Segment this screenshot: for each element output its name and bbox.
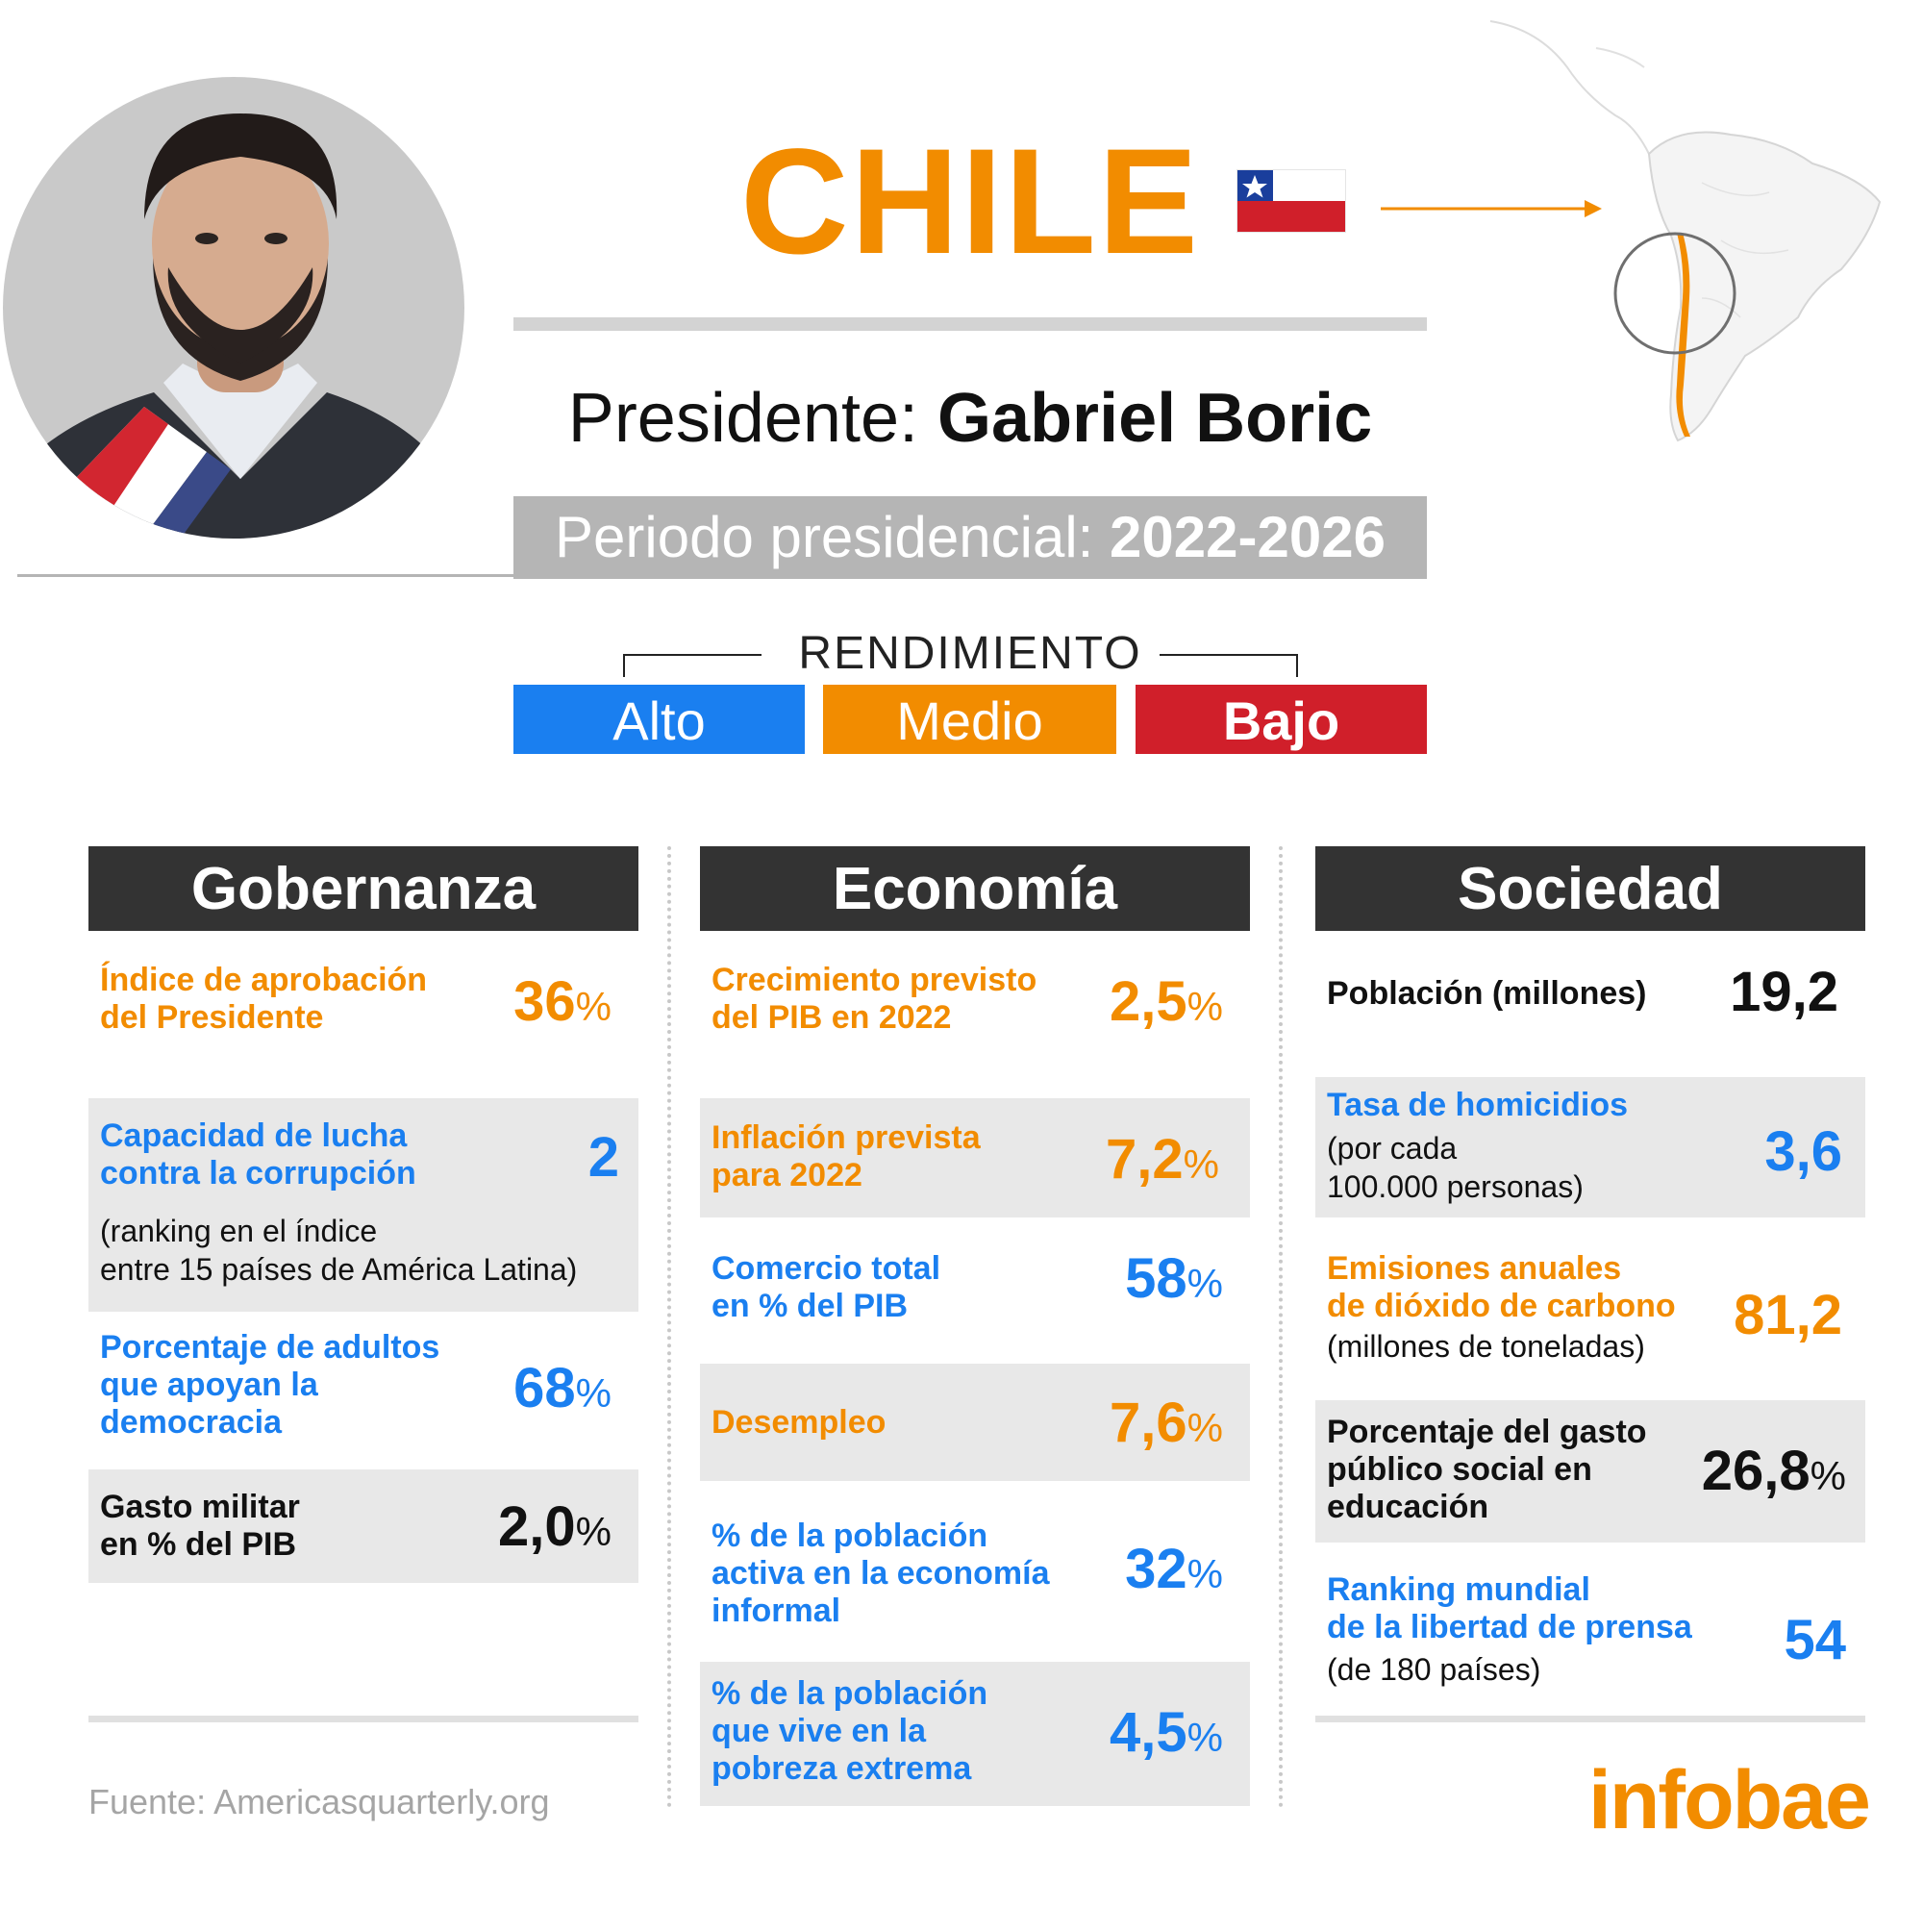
metric-label-line: democracia bbox=[100, 1404, 282, 1441]
column-footer-rule bbox=[1315, 1716, 1865, 1722]
metric-label-line: de dióxido de carbono bbox=[1327, 1288, 1676, 1324]
column-footer-rule bbox=[88, 1716, 638, 1722]
metric-label-line: Emisiones anuales bbox=[1327, 1250, 1622, 1287]
metric-label-line: Población (millones) bbox=[1327, 975, 1647, 1012]
metric-value bbox=[1110, 1701, 1223, 1767]
metric-label bbox=[100, 1117, 416, 1192]
metric-label-line: Ranking mundial bbox=[1327, 1571, 1590, 1608]
metric-note-line: (ranking en el índice bbox=[100, 1214, 378, 1248]
column-divider bbox=[1279, 846, 1283, 1808]
metric-value bbox=[1764, 1120, 1842, 1183]
metric-number: 7,2 bbox=[1106, 1128, 1184, 1191]
column-divider bbox=[667, 846, 671, 1808]
metric-unit: % bbox=[1183, 1142, 1219, 1187]
metric-note-line: (de 180 países) bbox=[1327, 1652, 1541, 1687]
metric-label-line: Gasto militar bbox=[100, 1489, 300, 1525]
metric-number: 36 bbox=[513, 970, 576, 1033]
metric-label bbox=[712, 1675, 987, 1788]
metric-label bbox=[712, 1404, 886, 1442]
metric-label bbox=[1327, 975, 1646, 1013]
metric-desempleo bbox=[700, 1364, 1250, 1481]
metric-label bbox=[100, 1489, 300, 1564]
metric-note-line: entre 15 países de América Latina) bbox=[100, 1252, 578, 1287]
metric-label bbox=[712, 1119, 981, 1194]
metric-label-line: Desempleo bbox=[712, 1404, 887, 1441]
metric-label-line: educación bbox=[1327, 1489, 1489, 1525]
metric-corrupcion bbox=[88, 1098, 638, 1312]
metric-number: 4,5 bbox=[1110, 1701, 1187, 1764]
metric-label bbox=[100, 962, 427, 1037]
period-box bbox=[513, 496, 1427, 579]
metric-unit: % bbox=[1810, 1453, 1846, 1498]
metric-label-line: del PIB en 2022 bbox=[712, 999, 952, 1036]
metric-unit: % bbox=[1186, 1715, 1223, 1760]
legend-chip-alto: Alto bbox=[513, 685, 805, 754]
metric-label bbox=[1327, 1414, 1647, 1526]
metric-unit: % bbox=[575, 1370, 612, 1416]
metric-label-line: Comercio total bbox=[712, 1250, 941, 1287]
metric-number: 2 bbox=[587, 1126, 619, 1189]
metric-label bbox=[712, 1250, 940, 1325]
column-header-economia: Economía bbox=[700, 846, 1250, 931]
metric-unit: % bbox=[1186, 1405, 1223, 1450]
period-prefix: Periodo presidencial: bbox=[555, 505, 1111, 569]
metric-label-line: % de la población bbox=[712, 1518, 988, 1554]
header-divider bbox=[513, 317, 1427, 331]
metric-value bbox=[1701, 1440, 1846, 1505]
metric-label-line: pobreza extrema bbox=[712, 1750, 972, 1787]
chile-flag-icon bbox=[1236, 169, 1346, 233]
metric-value bbox=[587, 1126, 619, 1189]
metric-label-line: contra la corrupción bbox=[100, 1155, 416, 1192]
metric-poblacion bbox=[1315, 952, 1865, 1048]
metric-crecimiento-pib bbox=[700, 952, 1250, 1063]
metric-label-line: del Presidente bbox=[100, 999, 324, 1036]
legend-title: RENDIMIENTO bbox=[798, 628, 1142, 679]
metric-label-line: de la libertad de prensa bbox=[1327, 1609, 1692, 1645]
metric-label-line: activa en la economía bbox=[712, 1555, 1050, 1592]
metric-unit: % bbox=[575, 1509, 612, 1554]
brand-logo: infobae bbox=[1588, 1754, 1869, 1846]
metric-number: 32 bbox=[1125, 1538, 1187, 1600]
metric-number: 68 bbox=[513, 1357, 576, 1419]
metric-number: 54 bbox=[1784, 1609, 1846, 1671]
portrait-divider bbox=[17, 574, 513, 577]
metric-label-line: Porcentaje de adultos bbox=[100, 1329, 440, 1366]
legend-chip-medio: Medio bbox=[823, 685, 1116, 754]
metric-label-line: % de la población bbox=[712, 1675, 988, 1712]
metric-value bbox=[513, 970, 612, 1036]
metric-label bbox=[100, 1329, 439, 1442]
period-years: 2022-2026 bbox=[1110, 505, 1386, 569]
metric-unit: % bbox=[1186, 1261, 1223, 1306]
metric-number: 3,6 bbox=[1764, 1120, 1842, 1183]
metric-label-line: Inflación prevista bbox=[712, 1119, 981, 1156]
column-header-sociedad: Sociedad bbox=[1315, 846, 1865, 931]
metric-gasto-militar bbox=[88, 1469, 638, 1583]
metric-label-line: que vive en la bbox=[712, 1713, 926, 1749]
metric-inflacion bbox=[700, 1098, 1250, 1217]
metric-value bbox=[1784, 1609, 1846, 1671]
country-title: CHILE bbox=[740, 118, 1200, 286]
metric-note-line: (por cada bbox=[1327, 1131, 1458, 1166]
metric-value bbox=[1110, 1394, 1223, 1457]
metric-value bbox=[1730, 961, 1838, 1023]
metric-unit: % bbox=[1186, 1551, 1223, 1596]
metric-number: 19,2 bbox=[1730, 961, 1838, 1023]
president-portrait bbox=[0, 75, 466, 575]
metric-note-line: 100.000 personas) bbox=[1327, 1169, 1584, 1204]
metric-gasto-educacion bbox=[1315, 1400, 1865, 1543]
metric-label bbox=[712, 1518, 1050, 1630]
metric-label bbox=[1327, 1571, 1692, 1646]
president-prefix: Presidente: bbox=[567, 380, 938, 457]
metric-label bbox=[1327, 1250, 1676, 1325]
metric-note bbox=[1327, 1129, 1584, 1206]
metric-number: 58 bbox=[1125, 1247, 1187, 1310]
metric-number: 81,2 bbox=[1734, 1284, 1842, 1346]
metric-value bbox=[513, 1357, 612, 1422]
metric-comercio bbox=[700, 1241, 1250, 1346]
president-line bbox=[513, 375, 1427, 462]
metric-number: 2,0 bbox=[498, 1495, 576, 1558]
metric-note bbox=[1327, 1650, 1540, 1689]
metric-label-line: Crecimiento previsto bbox=[712, 962, 1037, 998]
metric-note-line: (millones de toneladas) bbox=[1327, 1329, 1645, 1364]
metric-label-line: Índice de aprobación bbox=[100, 962, 428, 998]
metric-value bbox=[1734, 1284, 1842, 1346]
metric-democracia bbox=[88, 1317, 638, 1452]
metric-value bbox=[1106, 1128, 1219, 1193]
metric-value bbox=[1110, 970, 1223, 1036]
legend-chip-bajo: Bajo bbox=[1136, 685, 1427, 754]
metric-label-line: público social en bbox=[1327, 1451, 1592, 1488]
metric-label bbox=[1327, 1087, 1628, 1124]
president-name: Gabriel Boric bbox=[937, 380, 1373, 457]
south-america-map bbox=[1481, 10, 1913, 452]
metric-value bbox=[498, 1495, 612, 1561]
metric-label bbox=[712, 962, 1036, 1037]
metric-note bbox=[1327, 1327, 1645, 1366]
metric-note bbox=[100, 1212, 577, 1289]
metric-value bbox=[1125, 1247, 1223, 1313]
metric-label-line: en % del PIB bbox=[712, 1288, 909, 1324]
metric-number: 2,5 bbox=[1110, 970, 1187, 1033]
metric-pobreza-extrema bbox=[700, 1662, 1250, 1806]
metric-unit: % bbox=[575, 984, 612, 1029]
metric-label-line: Capacidad de lucha bbox=[100, 1117, 408, 1154]
metric-economia-informal bbox=[700, 1506, 1250, 1641]
metric-label-line: para 2022 bbox=[712, 1157, 862, 1193]
source-note: Fuente: Americasquarterly.org bbox=[88, 1782, 550, 1821]
metric-label-line: Tasa de homicidios bbox=[1327, 1087, 1629, 1123]
metric-number: 7,6 bbox=[1110, 1392, 1187, 1454]
metric-value bbox=[1125, 1538, 1223, 1603]
metric-aprobacion bbox=[88, 952, 638, 1063]
metric-libertad-prensa bbox=[1315, 1558, 1865, 1702]
metric-label-line: que apoyan la bbox=[100, 1367, 318, 1403]
metric-emisiones bbox=[1315, 1241, 1865, 1375]
metric-unit: % bbox=[1186, 984, 1223, 1029]
metric-homicidios bbox=[1315, 1077, 1865, 1217]
metric-label-line: informal bbox=[712, 1593, 841, 1629]
metric-number: 26,8 bbox=[1701, 1440, 1811, 1502]
metric-label-line: Porcentaje del gasto bbox=[1327, 1414, 1647, 1450]
metric-label-line: en % del PIB bbox=[100, 1526, 297, 1563]
column-header-gobernanza: Gobernanza bbox=[88, 846, 638, 931]
